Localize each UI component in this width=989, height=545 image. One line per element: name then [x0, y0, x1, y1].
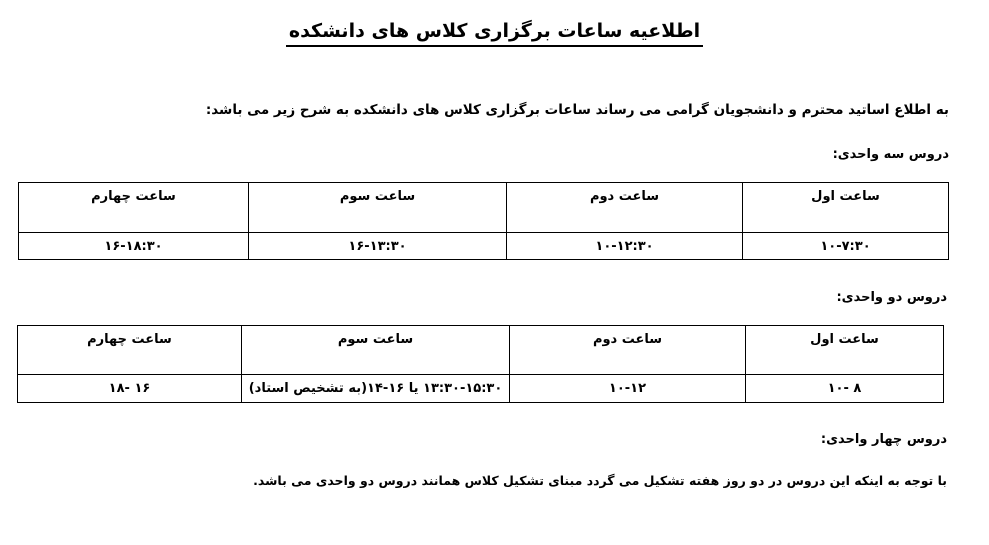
value-cell-fourth-hour: ۱۶-۱۸:۳۰ [19, 233, 249, 260]
header-cell-first-hour: ساعت اول [743, 183, 949, 233]
two-credit-schedule-table [17, 325, 944, 403]
header-cell-first-hour: ساعت اول [746, 326, 944, 375]
value-cell-third-hour: ۱۳:۳۰-۱۵:۳۰ یا ۱۶-۱۴(به تشخیص استاد) [242, 375, 510, 403]
table-header-row [19, 183, 949, 233]
header-cell-third-hour: ساعت سوم [249, 183, 507, 233]
value-cell-second-hour: ۱۰-۱۲ [510, 375, 746, 403]
two-credit-heading: دروس دو واحدی: [836, 290, 947, 305]
value-cell-third-hour: ۱۶-۱۳:۳۰ [249, 233, 507, 260]
header-cell-third-hour: ساعت سوم [242, 326, 510, 375]
header-cell-second-hour: ساعت دوم [507, 183, 743, 233]
four-credit-note: با توجه به اینکه این دروس در دو روز هفته تشکیل می گردد مبنای تشکیل کلاس همانند دروس دو واحدی می باشد. [253, 473, 947, 488]
header-cell-fourth-hour: ساعت چهارم [18, 326, 242, 375]
three-credit-heading: دروس سه واحدی: [832, 147, 949, 162]
header-cell-fourth-hour: ساعت چهارم [19, 183, 249, 233]
three-credit-schedule-table [18, 182, 949, 260]
value-cell-first-hour: ۱۰-۷:۳۰ [743, 233, 949, 260]
page-title [0, 18, 989, 47]
header-cell-second-hour: ساعت دوم [510, 326, 746, 375]
page-title-text: اطلاعیه ساعات برگزاری کلاس های دانشکده [286, 18, 703, 47]
table-row [19, 233, 949, 260]
value-cell-first-hour: ۸ -۱۰ [746, 375, 944, 403]
value-cell-fourth-hour: ۱۶ -۱۸ [18, 375, 242, 403]
table-header-row [18, 326, 944, 375]
table-row [18, 375, 944, 403]
value-cell-second-hour: ۱۰-۱۲:۳۰ [507, 233, 743, 260]
four-credit-heading: دروس چهار واحدی: [820, 432, 947, 447]
intro-paragraph: به اطلاع اساتید محترم و دانشجویان گرامی می رساند ساعات برگزاری کلاس های دانشکده به شرح زیر می باشد: [205, 102, 949, 118]
